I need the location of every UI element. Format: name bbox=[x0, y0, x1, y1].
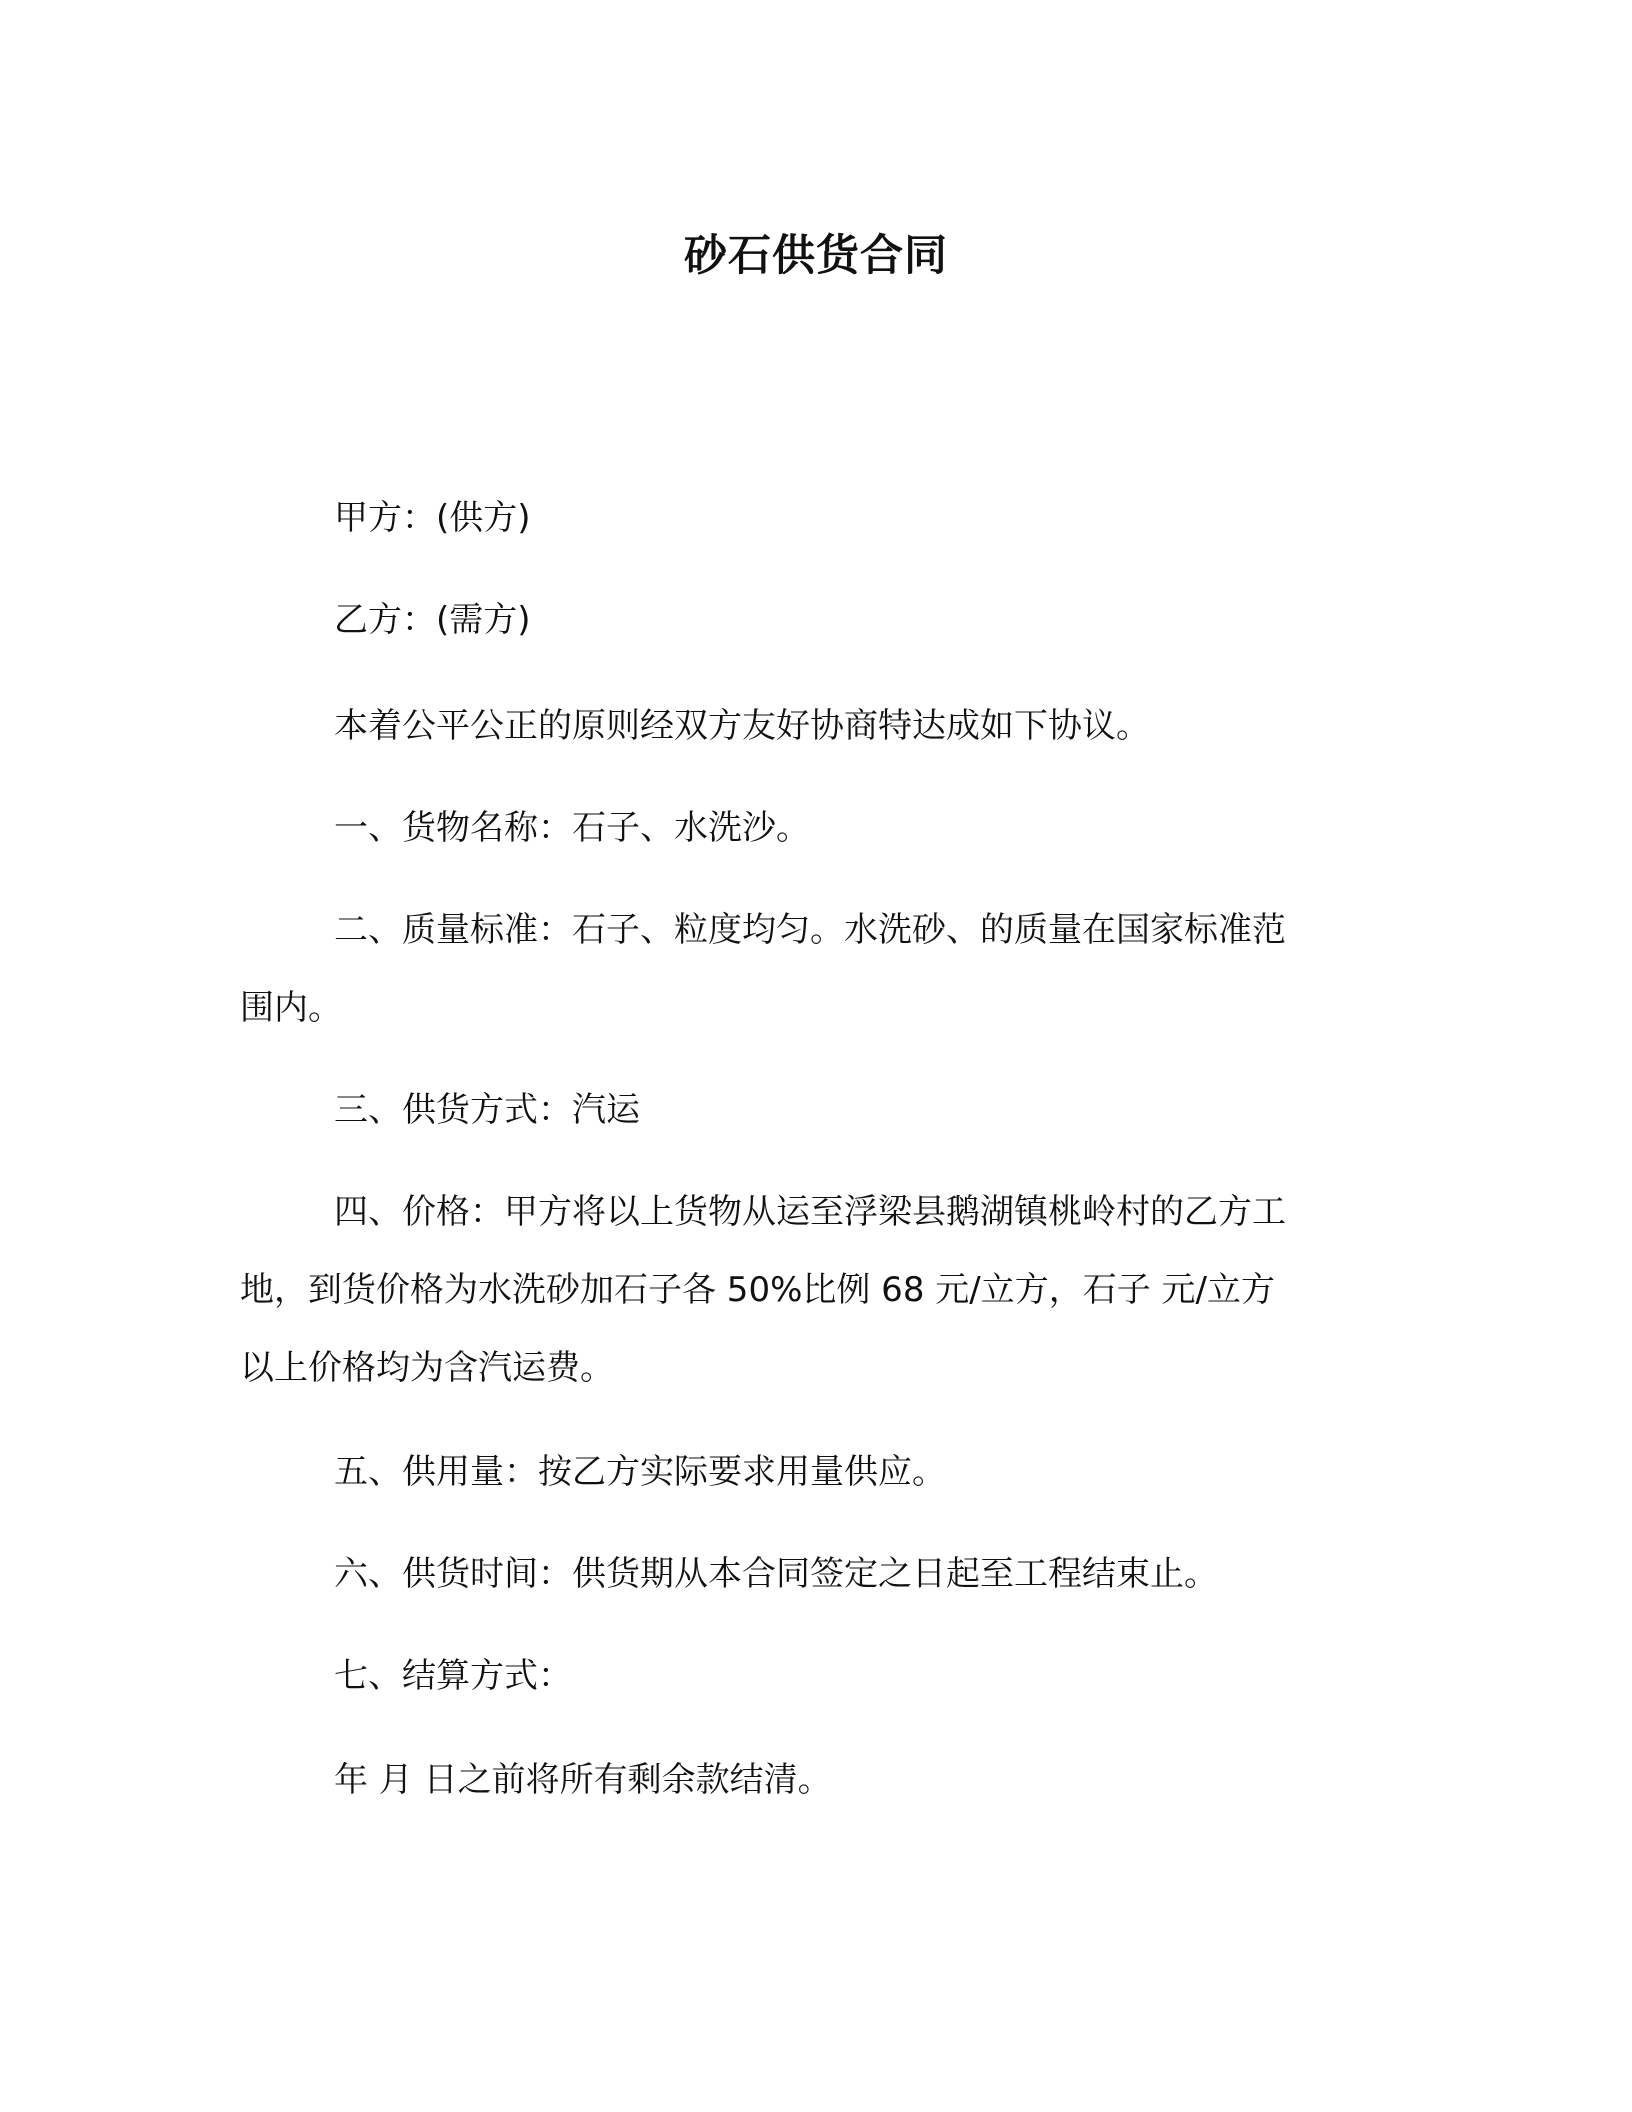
document-title: 砂石供货合同 bbox=[684, 231, 948, 281]
clause-4-line-1: 四、价格：甲方将以上货物从运至浮梁县鹅湖镇桃岭村的乙方工 bbox=[334, 1192, 1286, 1232]
clause-4-line-3: 以上价格均为含汽运费。 bbox=[240, 1348, 614, 1388]
clause-1: 一、货物名称：石子、水洗沙。 bbox=[334, 808, 810, 848]
clause-2-line-1: 二、质量标准：石子、粒度均匀。水洗砂、的质量在国家标准范 bbox=[334, 910, 1286, 950]
clause-6: 六、供货时间：供货期从本合同签定之日起至工程结束止。 bbox=[334, 1554, 1218, 1594]
clause-5: 五、供用量：按乙方实际要求用量供应。 bbox=[334, 1452, 946, 1492]
clause-2-line-2: 围内。 bbox=[240, 988, 342, 1028]
clause-4-line-2: 地，到货价格为水洗砂加石子各 50%比例 68 元/立方，石子 元/立方 bbox=[240, 1270, 1275, 1310]
clause-7: 七、结算方式： bbox=[334, 1656, 572, 1696]
preamble: 本着公平公正的原则经双方友好协商特达成如下协议。 bbox=[334, 706, 1150, 746]
clause-3: 三、供货方式：汽运 bbox=[334, 1090, 640, 1130]
party-a: 甲方：(供方) bbox=[334, 498, 531, 538]
settlement-text: 年 月 日之前将所有剩余款结清。 bbox=[334, 1760, 832, 1800]
party-b: 乙方：(需方) bbox=[334, 600, 531, 640]
